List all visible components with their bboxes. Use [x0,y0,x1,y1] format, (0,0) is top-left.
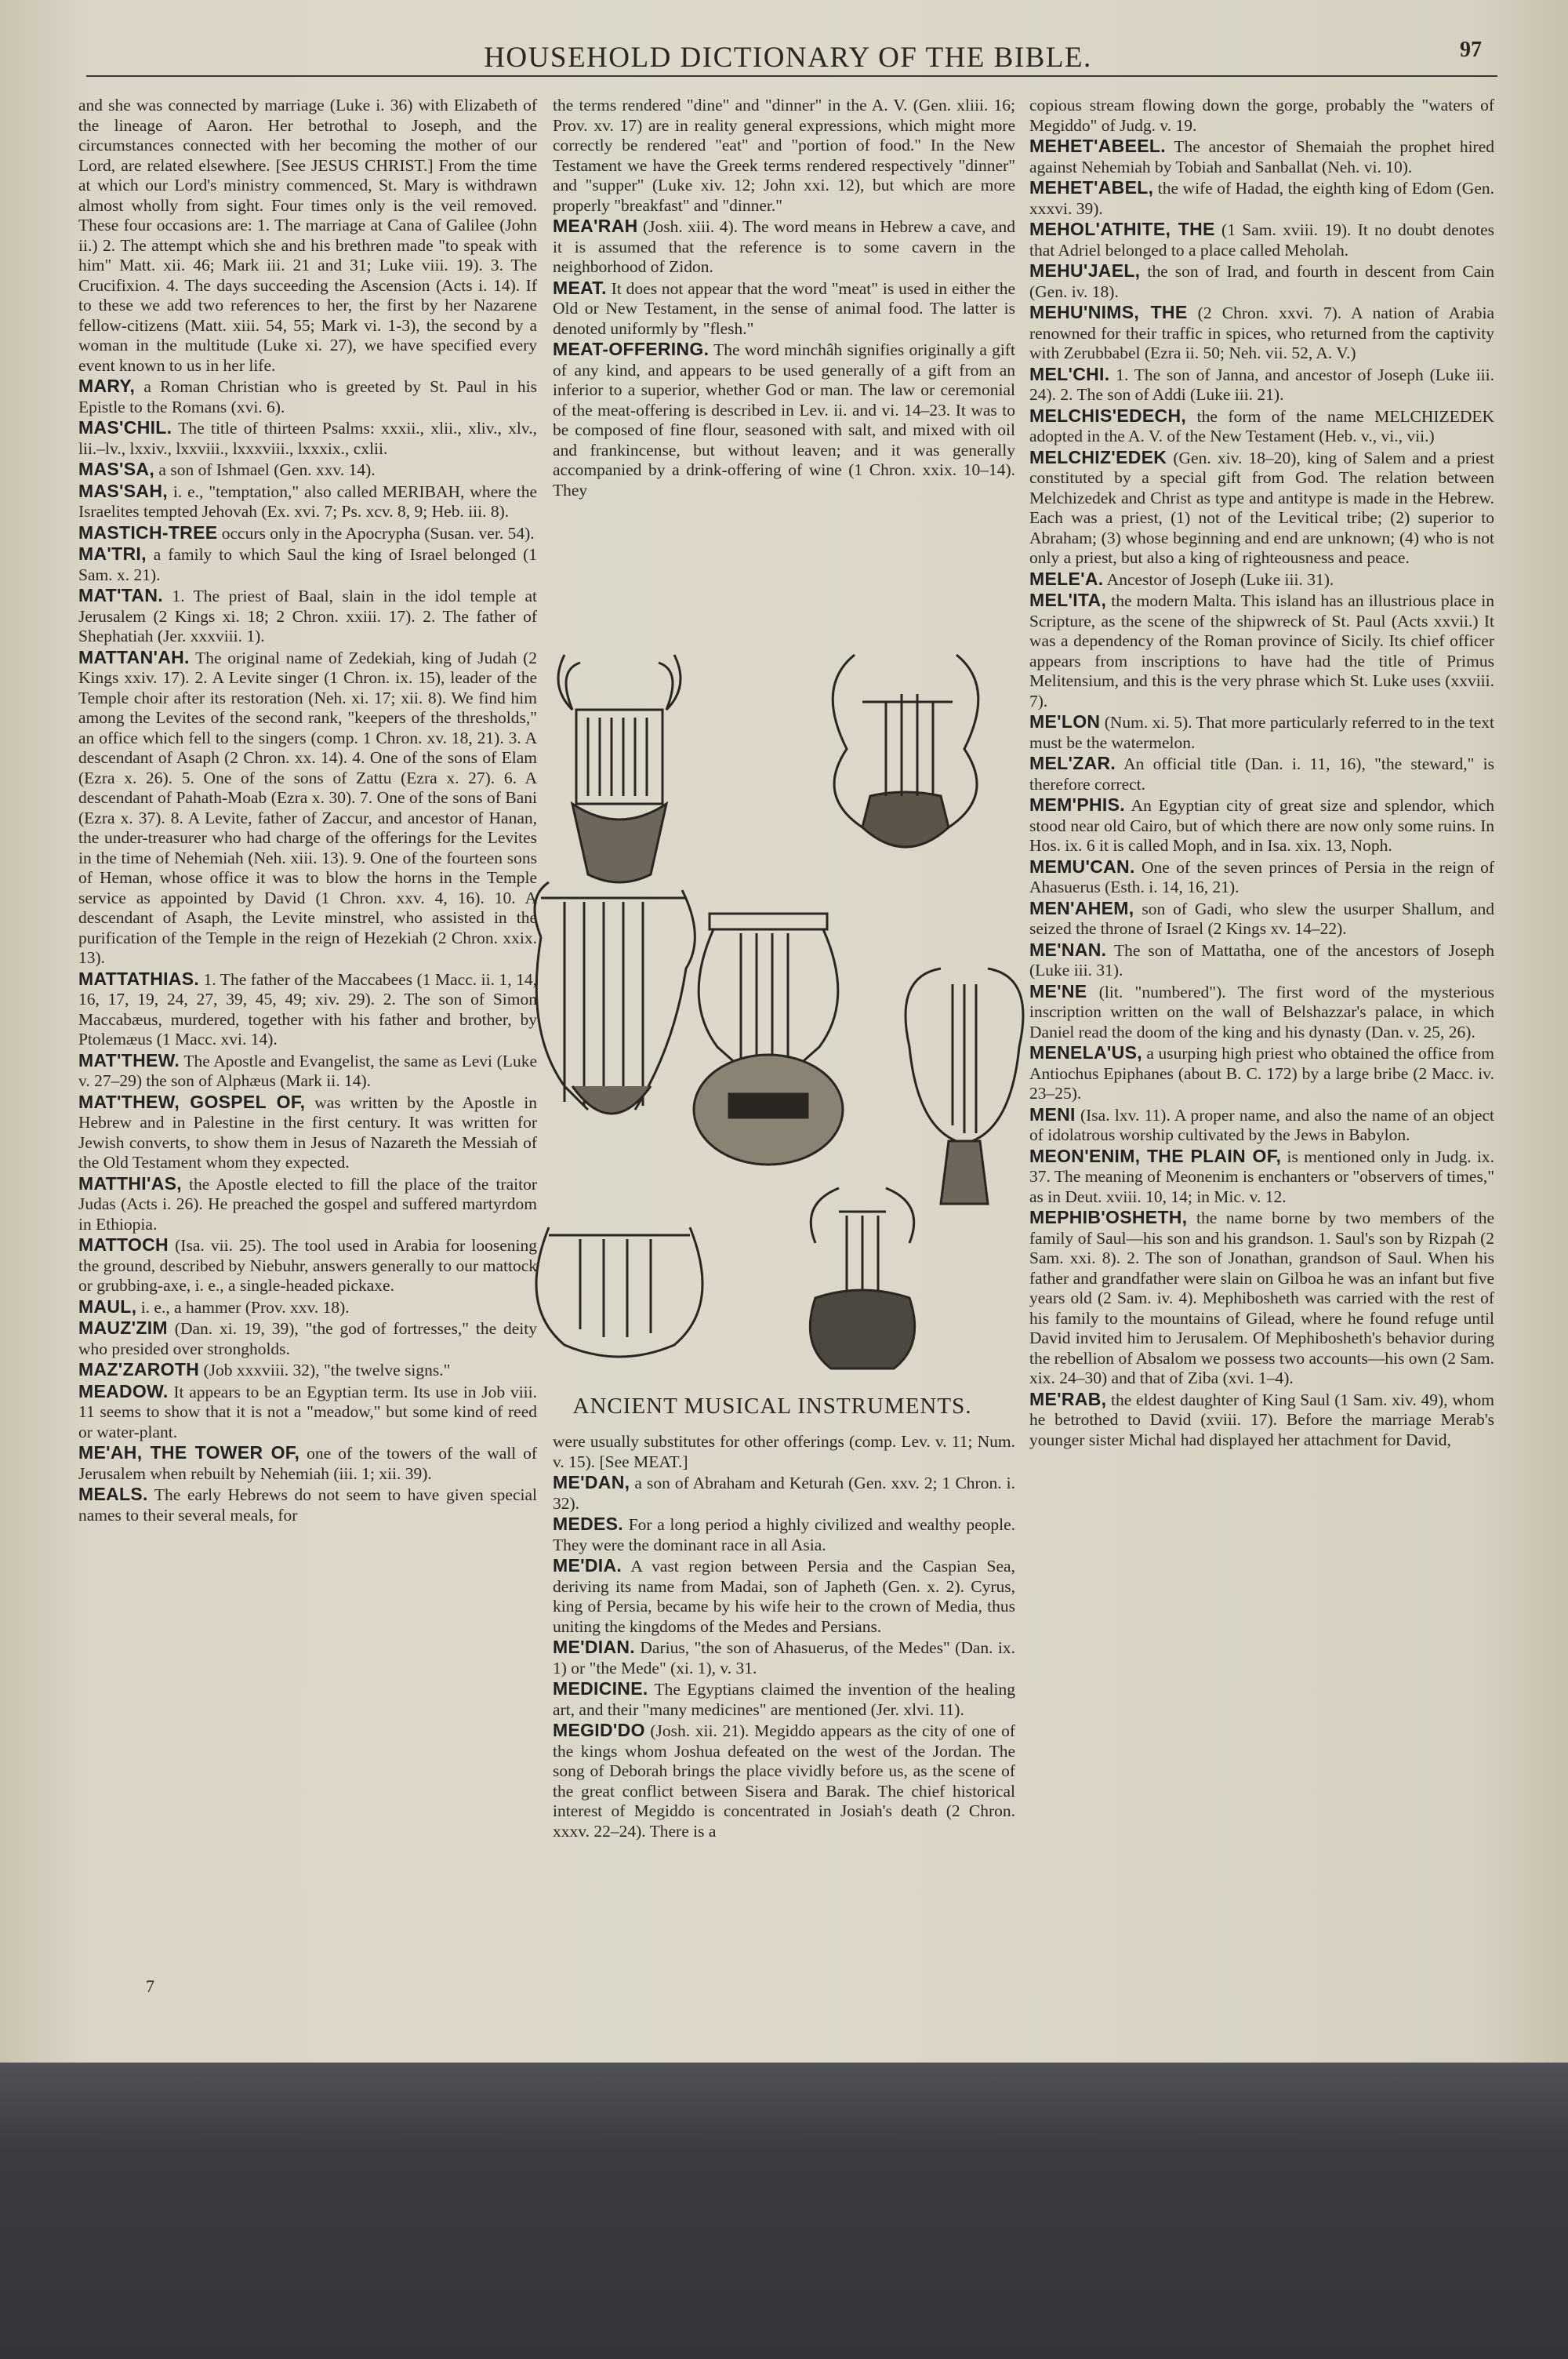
entry-headword: MAT'TAN. [78,585,163,605]
dictionary-entry [78,523,537,544]
dictionary-entry [1029,940,1494,981]
dictionary-entry [553,1679,1015,1720]
entry-headword: MENELA'US, [1029,1042,1142,1063]
entry-headword: ME'LON [1029,711,1101,732]
entry-headword: MEAT-OFFERING. [553,339,710,359]
entry-text: It does not appear that the word "meat" is used in either the Old or New Testament, in the sense of animal food. The latter is denoted uniformly by "flesh." [553,278,1016,338]
entry-headword: MEHOL'ATHITE, THE [1029,219,1215,239]
entry-headword: MEN'AHEM, [1029,897,1134,918]
signature-mark: 7 [146,1976,154,1996]
entry-text: (2 Chron. xxvi. 7). A nation of Arabia renowned for their traffic in spices, who returned from the captivity with Zerubbabel (Ezra ii. 50; Neh. vii. 52, A. V.) [1029,304,1495,362]
entry-text: A vast region between Persia and the Caspian Sea, deriving its name from Madai, son of Japheth (Gen. x. 2). Cyrus, king of Persia, became by his wife heir to the crown of Media, thus uniting the kingdoms of the Medes and Persians. [553,1557,1015,1636]
entry-text: a family to which Saul the king of Israel belonged (1 Sam. x. 21). [78,545,537,584]
page-header [0,38,1568,80]
entry-text: The Egyptians claimed the invention of the healing art, and their "many medicines" are mentioned (Jer. xlvi. 11). [553,1680,1015,1719]
dictionary-entry [78,376,537,417]
entry-headword: MAT'THEW. [78,1049,180,1070]
entry-text: The word minchâh signifies originally a gift of any kind, and appears to be used generally of a gift from an inferior to a superior, whether God or man. The law or ceremonial of the meat-offering is described in Lev. ii. and vi. 14–23. It was to be composed of fine flour, seasoned with salt, and mixed with oil and frankincense, but without leaven; and it was generally accompanied by a drink-offering of wine (1 Chron. xxix. 10–14). They [553,340,1015,500]
entry-text: son of Gadi, who slew the usurper Shallum, and seized the throne of Israel (2 Kings xv. 14–22). [1029,899,1495,938]
dictionary-entry [1029,1208,1494,1389]
dictionary-entry [78,460,537,481]
entry-headword: MELE'A. [1029,568,1104,589]
dictionary-entry [1029,406,1494,447]
dictionary-entry [1029,136,1494,177]
column-middle-upper [553,96,1015,501]
entry-text: a usurping high priest who obtained the office from Antiochus Epiphanes (about B. C. 172) by a large bribe (2 Macc. iv. 23–25). [1029,1044,1495,1103]
entry-text: Ancestor of Joseph (Luke iii. 31). [1106,569,1334,589]
dictionary-entry [1029,365,1494,405]
entry-headword: MELCHIS'EDECH, [1029,405,1187,426]
entry-text: occurs only in the Apocrypha (Susan. ver. 54). [221,523,535,543]
entry-headword: MENI [1029,1103,1076,1125]
header-rule [86,75,1497,77]
entry-headword: ME'DAN, [553,1472,630,1492]
entry-text: (Job xxxviii. 32), "the twelve signs." [203,1361,451,1379]
dictionary-entry [553,278,1015,340]
entry-headword: ME'DIAN. [553,1637,635,1657]
dictionary-entry [1029,1043,1494,1104]
entry-text: (Num. xi. 5). That more particularly referred to in the text must be the watermelon. [1029,713,1495,752]
entry-text: the eldest daughter of King Saul (1 Sam. xiv. 49), whom he betrothed to David (xviii. 17). Before the marriage Merab's younger sister Michal had displayed her attachment for David, [1029,1390,1495,1449]
dictionary-entry [553,96,1015,216]
dictionary-entry [1029,96,1494,136]
entry-text: is mentioned only in Judg. ix. 37. The meaning of Meonenim is enchanters or "observers of times," as in Deut. xviii. 10, 14; in Mic. v. 12. [1029,1147,1495,1206]
entry-text: (Gen. xiv. 18–20), king of Salem and a priest constituted by a special gift from God. The relation between Melchizedek and Christ as type and antitype is made in the Hebrew. Each was a priest, (1) not of the Levitical tribe; (2) superior to Abraham; (3) whose beginning and end are unknown; (4) who is not only a priest, but also a king of righteousness and peace. [1029,448,1494,567]
entry-text: a son of Ishmael (Gen. xxv. 14). [158,460,376,479]
dictionary-entry [78,1485,537,1525]
page-number: 97 [1460,38,1482,62]
entry-text: the name borne by two members of the family of Saul—his son and his grandson. 1. Saul's son by Rizpah (2 Sam. xxi. 8). 2. The son of Jonathan, grandson of Saul. When his father and grandfather were slain on Gilboa he was an infant but five years old (2 Sam. iv. 4). Mephibosheth was carried with the rest of his family to the mountains of Gilead, where he found refuge until David invited him to Jerusalem. Of Mephibosheth's behavior during the rebellion of Absalom we possess two accounts—his own (2 Sam. xix. 24–30) and that of Ziba (xvi. 1–4). [1029,1209,1494,1387]
entry-headword: MATTHI'AS, [78,1172,182,1194]
entry-text: (Josh. xii. 21). Megiddo appears as the city of one of the kings whom Joshua defeated on the west of the Jordan. The song of Deborah brings the place vividly before us, as the scene of the great conflict between Sisera and Barak. The chief historical interest of Megiddo is concentrated in Josiah's death (2 Chron. xxxv. 22–24). There is a [553,1721,1015,1841]
entry-headword: MAZ'ZAROTH [78,1359,200,1379]
entry-text: Darius, "the son of Ahasuerus, of the Medes" (Dan. ix. 1) or "the Mede" (xi. 1), v. 31. [553,1638,1016,1677]
entry-text: (Isa. lxv. 11). A proper name, and also the name of an object of idolatrous worship cultivated by the Jews in Babylon. [1029,1105,1495,1144]
entry-headword: MEHET'ABEL, [1029,177,1154,198]
entry-text: was written by the Apostle in Hebrew and in Palestine in the first century. It was written for Jewish converts, to show them in Jesus of Nazareth the Messiah of the Old Testament whom they expected. [78,1092,537,1172]
dictionary-entry [1029,795,1494,856]
dictionary-entry [78,1318,537,1359]
dictionary-entry [78,1297,537,1318]
entry-headword: ME'NE [1029,980,1087,1001]
dictionary-entry [1029,899,1494,940]
dictionary-entry [78,969,537,1050]
dictionary-entry [553,1556,1015,1637]
entry-text: (Josh. xiii. 4). The word means in Hebrew a cave, and it is assumed that the reference is to some cavern in the neighborhood of Zidon. [553,217,1016,276]
entry-text: The title of thirteen Psalms: xxxii., xlii., xliv., xlv., lii.–lv., lxxiv., lxxviii., lxxxviii., lxxxix., cxlii. [78,419,537,458]
entry-text: were usually substitutes for other offerings (comp. Lev. v. 11; Num. v. 15). [See MEAT.] [553,1432,1015,1471]
instruments-figure [517,639,1027,1423]
entry-text: the terms rendered "dine" and "dinner" in the A. V. (Gen. xliii. 16; Prov. xv. 17) are in reality general expressions, which might more correctly be rendered "eat" and "portion of food." In the New Testament we have the Greek terms rendered respectively "dinner" and "supper" (Luke xiv. 12; John xxi. 12), but which are more properly "breakfast" and "dinner." [553,96,1015,215]
entry-headword: MELCHIZ'EDEK [1029,446,1167,467]
entry-text: and she was connected by marriage (Luke i. 36) with Elizabeth of the lineage of Aaron. Her betrothal to Joseph, and the circumstances connected with her becoming the mother of our Lord, are related elsewhere. [See JESUS CHRIST.] From the time at which our Lord's ministry commenced, St. Mary is withdrawn almost wholly from sight. Four times only is the veil removed. These four occasions are: 1. The marriage at Cana of Galilee (John ii.) 2. The attempt which she and his brethren made "to speak with him" Matt. xii. 46; Mark iii. 21 and 31; Luke viii. 19). 3. The Crucifixion. 4. The days succeeding the Ascension (Acts i. 14). If to these we add two references to her, the first by her Nazarene fellow-citizens (Matt. xiii. 54, 55; Mark vi. 1-3), the second by a woman in the multitude (Luke xi. 27), we have specified every event known to us in her life. [78,96,537,375]
dictionary-entry [1029,1105,1494,1146]
entry-text: a son of Abraham and Keturah (Gen. xxv. 2; 1 Chron. i. 32). [553,1474,1015,1513]
entry-headword: MATTOCH [78,1234,169,1255]
entry-headword: MAS'SAH, [78,480,168,501]
entry-headword: MEALS. [78,1484,148,1504]
dictionary-entry [553,1721,1015,1841]
entry-text: (lit. "numbered"). The first word of the mysterious inscription written on the wall of Belshazzar's palace, in which Daniel read the doom of the king and his dynasty (Dan. v. 25, 26). [1029,982,1495,1041]
dictionary-entry [78,1443,537,1484]
entry-headword: MEON'ENIM, THE PLAIN OF, [1029,1145,1282,1166]
dictionary-entry [78,418,537,459]
figure-caption: ANCIENT MUSICAL INSTRUMENTS. [572,1394,972,1419]
dictionary-entry [1029,261,1494,302]
dictionary-entry [553,1473,1015,1514]
entry-headword: MEHET'ABEEL. [1029,136,1166,156]
entry-headword: MEPHIB'OSHETH, [1029,1207,1188,1227]
entry-headword: MAS'SA, [78,459,155,479]
dictionary-entry [78,1051,537,1092]
entry-headword: MEAT. [553,277,607,298]
dictionary-entry [78,544,537,585]
entry-text: The son of Mattatha, one of the ancestors of Joseph (Luke iii. 31). [1029,940,1494,980]
entry-headword: MA'TRI, [78,543,147,564]
dictionary-entry [78,586,537,647]
dictionary-entry [1029,220,1494,260]
entry-headword: MASTICH-TREE [78,522,218,543]
entry-headword: ME'RAB, [1029,1388,1107,1409]
entry-headword: MAT'THEW, GOSPEL OF, [78,1091,306,1112]
entry-text: (Dan. xi. 19, 39), "the god of fortresses," the deity who presided over strongholds. [78,1319,537,1358]
entry-headword: MEA'RAH [553,216,638,236]
entry-text: a Roman Christian who is greeted by St. Paul in his Epistle to the Romans (xvi. 6). [78,377,538,416]
entry-text: An Egyptian city of great size and splendor, which stood near old Cairo, but of which there are now only some ruins. In Hos. ix. 6 it is called Moph, and in Isa. xix. 13, Noph. [1029,796,1494,855]
entry-text: 1. The father of the Maccabees (1 Macc. ii. 1, 14, 16, 17, 19, 24, 27, 39, 45, 49; xiv. 29). 2. The son of Simon Maccabæus, murdered, together with his father and brother, by Ptolemæus (1 Macc. xvi. 14). [78,969,537,1049]
dictionary-entry [1029,754,1494,794]
entry-headword: MAUL, [78,1296,137,1317]
dictionary-entry [78,96,537,376]
entry-headword: ME'AH, THE TOWER OF, [78,1442,300,1463]
dictionary-entry [1029,569,1494,591]
entry-headword: MEM'PHIS. [1029,794,1125,815]
dictionary-entry [78,1382,537,1443]
dictionary-entry [1029,591,1494,711]
entry-text: 1. The son of Janna, and ancestor of Joseph (Luke iii. 24). 2. The son of Addi (Luke iii. 21). [1029,365,1494,404]
entry-headword: MEHU'JAEL, [1029,260,1141,281]
entry-headword: MEMU'CAN. [1029,856,1135,877]
entry-text: The original name of Zedekiah, king of Judah (2 Kings xxiv. 17). 2. A Levite singer (1 Chron. ix. 15), leader of the Temple choir after its restoration (Neh. xi. 17; xii. 8). We find him among the Levites of the second rank, "keepers of the thresholds," an office which fell to the singers (comp. 1 Chron. xv. 18, 21). 3. A descendant of Asaph (2 Chron. xx. 14). 4. One of the sons of Elam (Ezra x. 26). 5. One of the sons of Zattu (Ezra x. 27). 6. A descendant of Pahath-Moab (Ezra x. 30). 7. One of the sons of Bani (Ezra x. 37). 8. A Levite, father of Zaccur, and ancestor of Hanan, the under-treasurer who had charge of the offerings for the Levites in the time of Nehemiah (Neh. xiii. 13). 9. One of the fourteen sons of Heman, whose office it was to blow the horns in the Temple service as appointed by David (1 Chron. xxv. 4, 16). 10. A descendant of Asaph, the Levite minstrel, who assisted in the purification of the Temple in the reign of Hezekiah (2 Chron. xxix. 13). [78,648,537,967]
running-head: HOUSEHOLD DICTIONARY OF THE BIBLE. [484,42,1092,74]
dictionary-entry [1029,303,1494,364]
dictionary-entry [1029,712,1494,753]
entry-headword: MEL'ITA, [1029,590,1107,610]
entry-headword: MAS'CHIL. [78,417,172,438]
dictionary-entry [1029,982,1494,1043]
dictionary-entry [78,1235,537,1296]
dictionary-entry [1029,1147,1494,1208]
dictionary-entry [78,1092,537,1173]
entry-text: One of the seven princes of Persia in the reign of Ahasuerus (Esth. i. 14, 16, 21). [1029,857,1494,896]
lyres-illustration-icon [517,639,1027,1392]
entry-text: The early Hebrews do not seem to have given special names to their several meals, for [78,1485,537,1525]
dictionary-entry [553,340,1015,500]
dictionary-entry [1029,448,1494,569]
dictionary-entry [78,482,537,522]
dictionary-entry [553,1432,1015,1472]
dictionary-entry [553,216,1015,278]
entry-headword: MAUZ'ZIM [78,1318,168,1338]
entry-text: the form of the name MELCHIZEDEK adopted in the A. V. of the New Testament (Heb. v., vi., vii.) [1029,406,1495,445]
entry-text: the wife of Hadad, the eighth king of Edom (Gen. xxxvi. 39). [1029,179,1494,218]
entry-headword: MEADOW. [78,1380,169,1401]
dictionary-entry [78,1174,537,1235]
entry-text: The Apostle and Evangelist, the same as Levi (Luke v. 27–29) the son of Alphæus (Mark ii. 14). [78,1051,537,1090]
column-left [78,96,537,1526]
entry-text: the Apostle elected to fill the place of the traitor Judas (Acts i. 26). He preached the gospel and suffered martyrdom in Ethiopia. [78,1174,538,1234]
entry-headword: MEHU'NIMS, THE [1029,302,1188,322]
entry-headword: ME'DIA. [553,1555,622,1576]
entry-headword: MEL'CHI. [1029,363,1110,384]
column-middle-lower [553,1432,1015,1842]
column-right [1029,96,1494,1451]
entry-headword: MEL'ZAR. [1029,753,1116,773]
entry-text: i. e., "temptation," also called MERIBAH, where the Israelites tempted Jehovah (Ex. xvi. 7; Ps. xcv. 8, 9; Heb. iii. 8). [78,482,538,521]
entry-headword: MEDES. [553,1514,623,1534]
entry-text: The ancestor of Shemaiah the prophet hired against Nehemiah by Tobiah and Sanballat (Neh. vi. 10). [1029,137,1494,176]
entry-text: the son of Irad, and fourth in descent from Cain (Gen. iv. 18). [1029,262,1494,301]
entry-text: An official title (Dan. i. 11, 16), "the steward," is therefore correct. [1029,754,1494,794]
entry-text: It appears to be an Egyptian term. Its use in Job viii. 11 seems to show that it is not a "meadow," but some kind of reed or water-plant. [78,1382,537,1441]
entry-text: 1. The priest of Baal, slain in the idol temple at Jerusalem (2 Kings xi. 18; 2 Chron. xxiii. 17). 2. The father of Shephatiah (Jer. xxxviii. 1). [78,587,538,645]
entry-headword: MEGID'DO [553,1720,645,1740]
entry-text: the modern Malta. This island has an illustrious place in Scripture, as the scene of the shipwreck of St. Paul (Acts xxvii.) It was a dependency of the Roman province of Sicily. Its chief officer appears from inscriptions to have had the title of Primus Melitensium, and this is the very phrase which St. Luke uses (xxviii. 7). [1029,591,1495,711]
dictionary-entry [1029,178,1494,219]
dictionary-entry [78,1360,537,1381]
table-surface [0,2063,1568,2359]
entry-text: one of the towers of the wall of Jerusalem when rebuilt by Nehemiah (iii. 1; xii. 39). [78,1444,538,1483]
entry-text: (1 Sam. xviii. 19). It no doubt denotes that Adriel belonged to a place called Meholah. [1029,220,1495,260]
entry-text: For a long period a highly civilized and wealthy people. They were the dominant race in all Asia. [553,1515,1015,1554]
dictionary-entry [553,1637,1015,1678]
entry-headword: MATTATHIAS. [78,968,200,989]
dictionary-entry [1029,857,1494,898]
entry-headword: ME'NAN. [1029,939,1107,960]
entry-headword: MATTAN'AH. [78,646,190,667]
dictionary-entry [78,648,537,969]
entry-text: copious stream flowing down the gorge, probably the "waters of Megiddo" of Judg. v. 19. [1029,96,1494,135]
entry-text: i. e., a hammer (Prov. xxv. 18). [140,1297,350,1317]
dictionary-entry [553,1514,1015,1555]
dictionary-entry [1029,1390,1494,1451]
entry-text: (Isa. vii. 25). The tool used in Arabia for loosening the ground, described by Niebuhr, answers generally to our mattock or grubbing-axe, i. e., a single-headed pickaxe. [78,1236,537,1295]
entry-headword: MARY, [78,376,136,396]
entry-headword: MEDICINE. [553,1678,648,1699]
